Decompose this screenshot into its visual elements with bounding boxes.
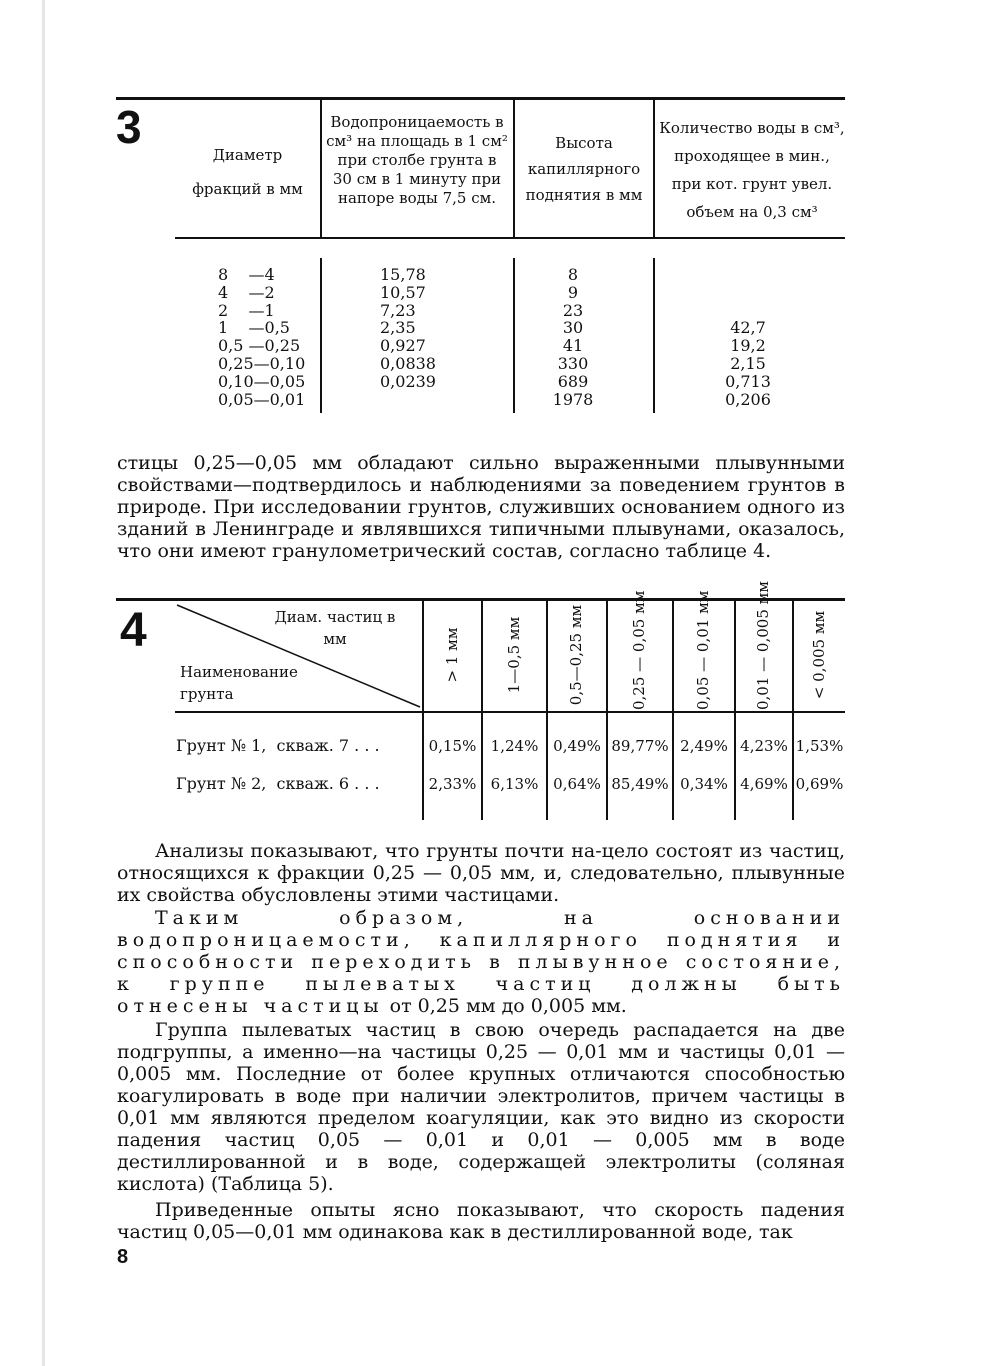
header-diameter: Диаметр фракций в мм (192, 146, 303, 198)
table-cell: 19,2 (730, 336, 766, 356)
header-water-amount: Количество воды в см³, проходящее в мин., при кот. грунт увел. объем на 0,3 см³ (659, 119, 845, 221)
column-header: > 1 мм (442, 627, 461, 683)
paragraph-1 (117, 452, 845, 562)
scan-edge (42, 0, 45, 1366)
column-divider (606, 601, 608, 711)
table-cell: 2 —1 (218, 300, 275, 320)
table-number: 4 (120, 604, 147, 657)
paragraph-text: от 0,25 мм до 0,005 мм. (383, 995, 627, 1017)
table-cell: 42,7 (730, 318, 766, 338)
table-cell: 6,13% (490, 775, 539, 793)
column-divider (513, 100, 515, 237)
table-cell: 10,57 (380, 282, 426, 302)
table-cell: 4,23% (740, 737, 788, 755)
table-cell: 4 —2 (218, 282, 275, 302)
water-column (718, 266, 778, 408)
table-number: 3 (116, 101, 142, 153)
column-divider (320, 258, 322, 413)
paragraph-text: стицы 0,25—0,05 мм обладают сильно выраженными плывунными свойствами—подтвердилось и наблюдениями за поведением грунтов в природе. При исследовании грунтов, служивших основанием одного из зданий в Ленинграде и являвшихся типичными плывунами, оказалось, что они имеют гранулометрический состав, согласно таблице 4. (117, 452, 845, 562)
table-cell: 7,23 (380, 300, 416, 320)
table-cell: 30 (562, 318, 584, 338)
table-cell (380, 391, 440, 409)
row-label: Грунт № 2, скваж. 6 . . . (176, 774, 380, 793)
table-cell (718, 302, 778, 320)
table-cell: 0,15% (428, 737, 477, 755)
column-divider (792, 601, 794, 711)
table-header-rule (175, 711, 845, 713)
capillary-column (543, 266, 603, 408)
column-header: 0,5—0,25 мм (567, 604, 585, 706)
table-cell: 0,927 (380, 336, 426, 356)
column-divider (653, 100, 655, 237)
table-cell: 9 (567, 282, 579, 302)
column-header: 1—0,5 мм (504, 616, 523, 694)
page-number: 8 (117, 1246, 129, 1268)
table-cell: 0,206 (725, 389, 771, 409)
permeability-column (380, 266, 440, 408)
column-divider (653, 258, 655, 413)
column-header: 0,25 — 0,05 мм (630, 590, 648, 710)
paragraph-3 (117, 907, 845, 1017)
column-divider (513, 258, 515, 413)
corner-header-soil-name: Наименование грунта (180, 663, 298, 703)
table-cell: 2,49% (680, 737, 728, 755)
table-cell: 689 (557, 371, 589, 391)
table-cell: 0,05—0,01 (218, 389, 306, 409)
table-cell: 89,77% (611, 737, 669, 755)
column-divider (672, 713, 674, 820)
table-cell: 0,64% (553, 775, 601, 793)
column-header: < 0,005 мм (809, 610, 828, 700)
column-divider (546, 713, 548, 820)
table-cell: 4,69% (740, 775, 788, 793)
table-cell: 23 (562, 300, 584, 320)
table-cell: 0,25—0,10 (218, 353, 306, 373)
column-divider (422, 601, 424, 711)
table-cell: 0,0838 (380, 353, 436, 373)
header-capillary: Высота капиллярного поднятия в мм (525, 134, 643, 204)
table-cell: 0,49% (553, 737, 601, 755)
table-cell: 8 —4 (218, 265, 275, 284)
column-divider (606, 713, 608, 820)
table-cell: 2,35 (380, 318, 416, 338)
table-cell: 330 (557, 353, 589, 373)
column-divider (672, 601, 674, 711)
paragraph-text: Группа пылеватых частиц в свою очередь распадается на две подгруппы, а именно—на частицы 0,25 — 0,01 мм и частицы 0,01 — 0,005 мм. Последние от более крупных отличаются способностью коагулировать в воде при наличии электролитов, причем частицы в 0,01 мм являются пределом коагуляции, как это видно из скорости падения частиц 0,05 — 0,01 и 0,01 — 0,005 мм в воде дестиллированной и в воде, содержащей электролиты (соляная кислота) (Таблица 5). (117, 1019, 845, 1195)
column-divider (792, 713, 794, 820)
row-label: Грунт № 1, скваж. 7 . . . (176, 736, 380, 755)
table-cell: 0,5 —0,25 (218, 336, 301, 356)
table-cell: 15,78 (380, 265, 426, 284)
paragraph-4 (117, 1019, 845, 1195)
column-divider (734, 601, 736, 711)
emphasis-text: Таким образом, на основании водопроницаемости, капиллярного поднятия и способности переходить в плывунное состояние, к группе пылеватых частиц должны быть отнесены частицы (117, 907, 845, 1017)
table-cell: 2,33% (428, 775, 477, 793)
table-cell: 0,0239 (380, 371, 436, 391)
table-cell: 2,15 (730, 353, 766, 373)
paragraph-text: Анализы показывают, что грунты почти на-цело состоят из частиц, относящихся к фракции 0,25 — 0,05 мм, и, следовательно, плывунные их свойства обусловлены этими частицами. (117, 840, 845, 906)
table-cell: 85,49% (611, 775, 669, 793)
table-cell: 1 —0,5 (218, 318, 290, 338)
table-cell: 1,53% (795, 737, 844, 755)
table-header-rule (175, 237, 845, 239)
table-cell: 41 (562, 336, 584, 356)
paragraph-5 (117, 1199, 845, 1243)
table-top-rule (116, 97, 845, 100)
column-divider (481, 601, 483, 711)
column-divider (546, 601, 548, 711)
table-cell: 1,24% (490, 737, 539, 755)
table-cell: 0,34% (680, 775, 728, 793)
paragraph-text: Приведенные опыты ясно показывают, что скорость падения частиц 0,05—0,01 мм одинакова как в дестиллированной воде, так (117, 1199, 845, 1243)
table-cell: 0,10—0,05 (218, 371, 306, 391)
table-cell (718, 266, 778, 284)
paragraph-2 (117, 840, 845, 906)
table-cell: 1978 (552, 389, 594, 409)
table-cell (718, 284, 778, 302)
column-divider (734, 713, 736, 820)
fraction-column (218, 266, 305, 408)
column-divider (481, 713, 483, 820)
column-divider (320, 100, 322, 237)
table-cell: 0,69% (795, 775, 844, 793)
column-header: 0,01 — 0,005 мм (754, 581, 772, 710)
table-cell: 8 (567, 265, 579, 284)
corner-header-diameter: Диам. частиц в мм (274, 608, 396, 648)
table-cell: 0,713 (725, 371, 771, 391)
column-header: 0,05 — 0,01 мм (694, 590, 712, 710)
column-divider (422, 713, 424, 820)
header-permeability: Водопроницаемость в см³ на площадь в 1 см² при столбе грунта в 30 см в 1 минуту при напоре воды 7,5 см. (326, 113, 508, 207)
